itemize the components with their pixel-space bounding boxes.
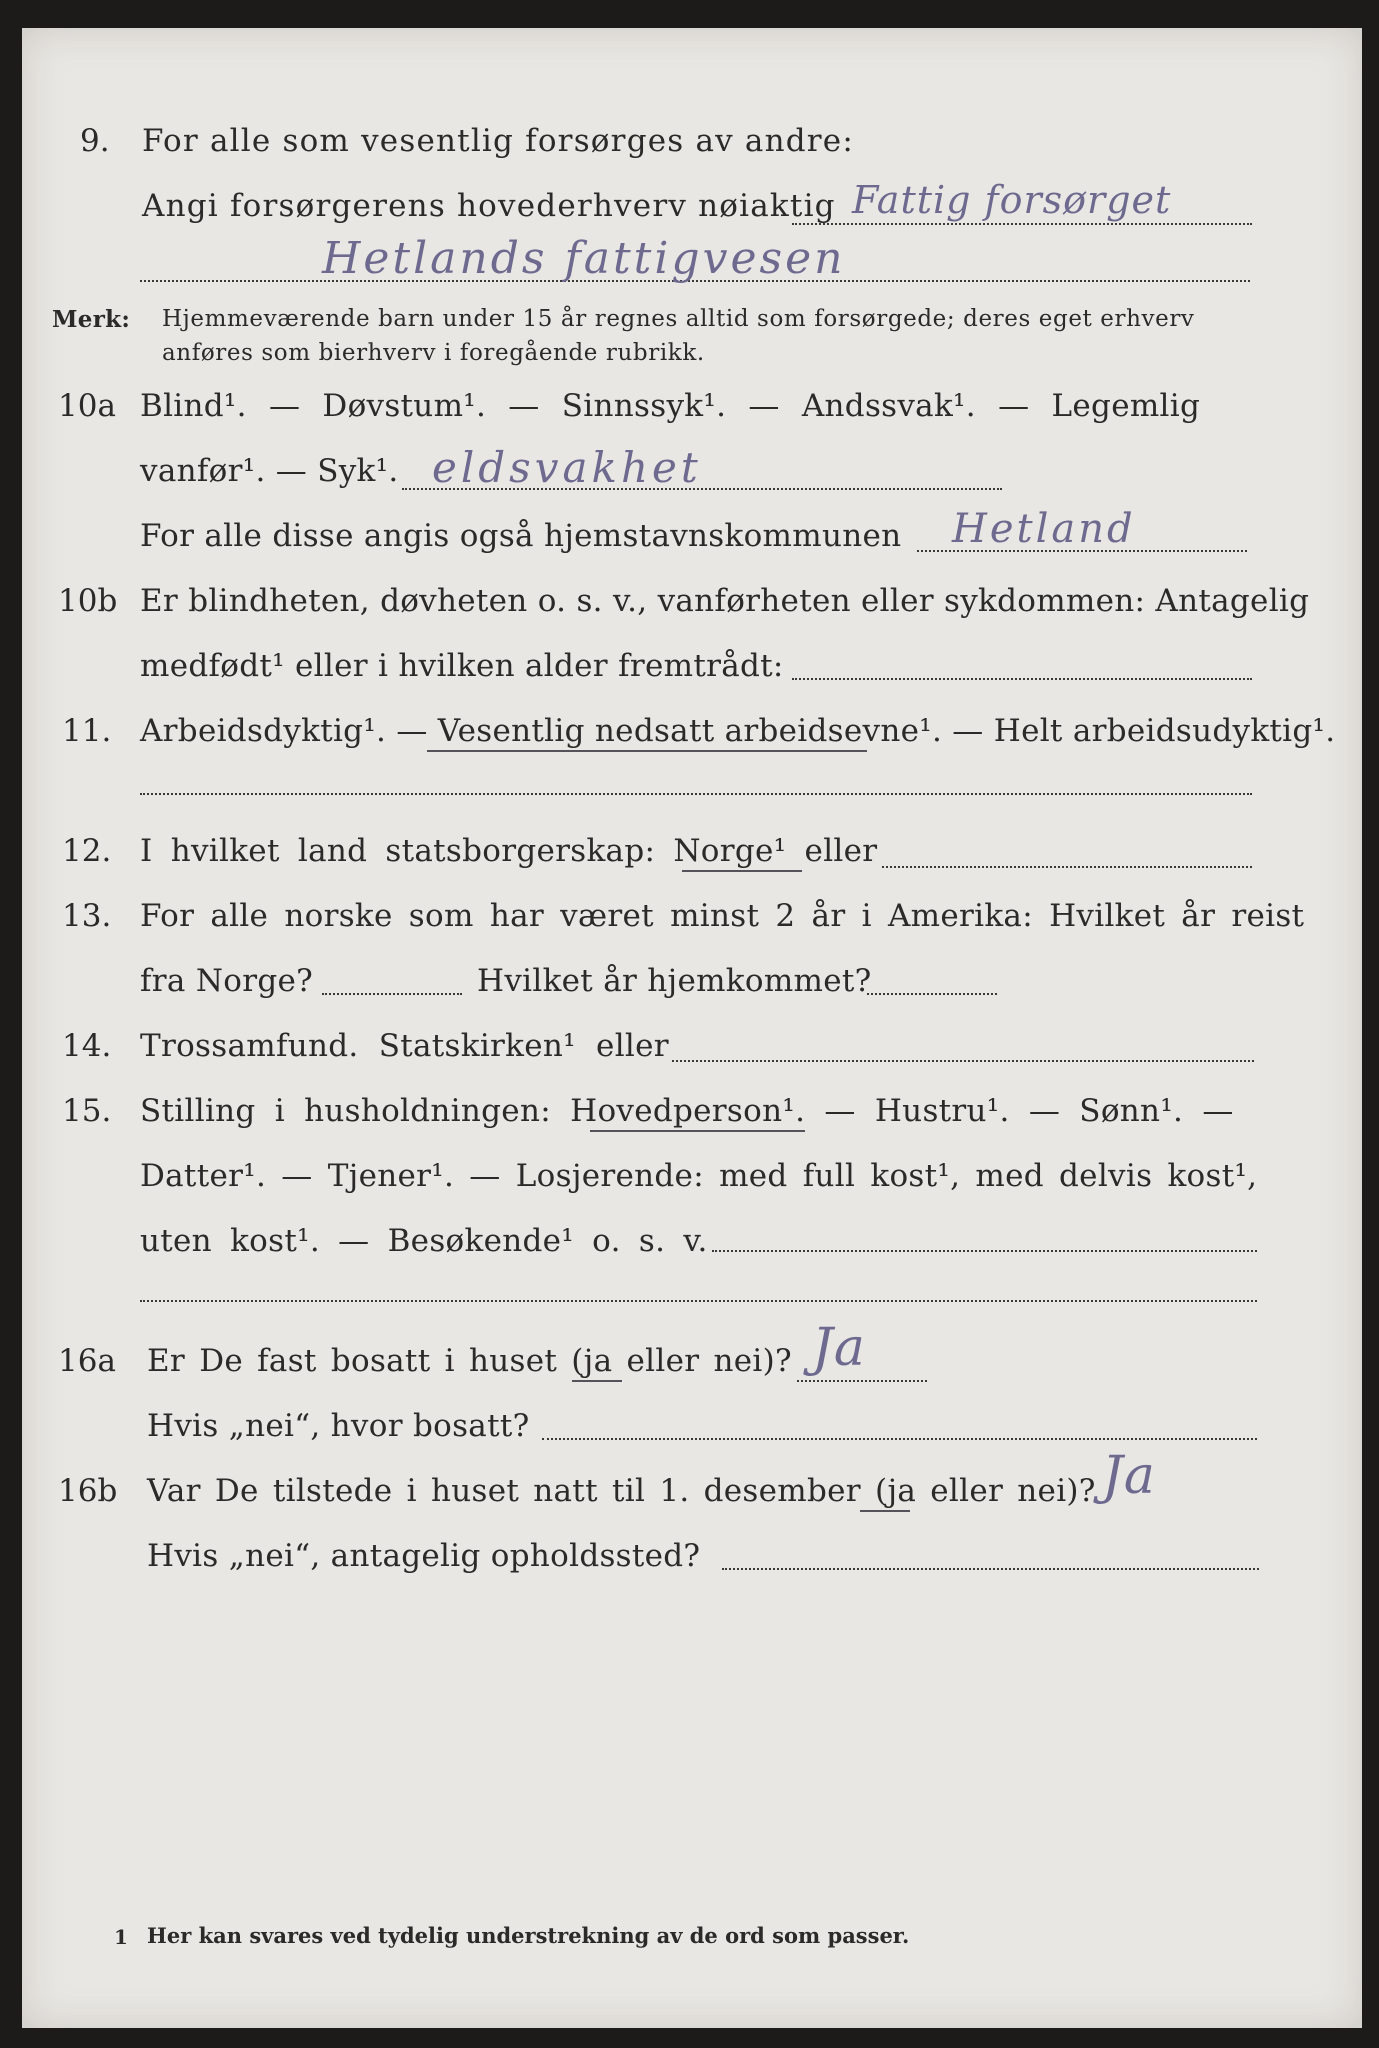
q9-handwritten-answer1: Fattig forsørget (852, 178, 1172, 222)
q13-line2b: Hvilket år hjemkommet? (477, 963, 872, 999)
q16a-handwritten-answer: Ja (812, 1318, 866, 1378)
q16b-handwritten-answer: Ja (1102, 1446, 1156, 1506)
q11-line1: Arbeidsdyktig¹. — Vesentlig nedsatt arbeidsevne¹. — Helt arbeidsudyktig¹. (140, 713, 1336, 749)
q10b-answer-line (792, 678, 1252, 680)
q9-handwritten-answer2: Hetlands fattigvesen (322, 233, 846, 284)
q14-answer-line (672, 1060, 1254, 1062)
q15-line3: uten kost¹. — Besøkende¹ o. s. v. (140, 1223, 708, 1259)
q16a-bosatt-answer-line (542, 1438, 1257, 1440)
q16a-line2: Hvis „nei“, hvor bosatt? (147, 1408, 530, 1444)
q16a-number: 16a (58, 1343, 116, 1379)
q16b-line2: Hvis „nei“, antagelig opholdssted? (147, 1538, 701, 1574)
q15-answer-line1 (712, 1250, 1257, 1252)
q12-line1: I hvilket land statsborgerskap: Norge¹ eller (140, 833, 878, 869)
q10a-handwritten-syk: eldsvakhet (432, 443, 702, 492)
q15-underline-hovedperson (590, 1130, 805, 1132)
q16a-answer-line (797, 1380, 927, 1382)
merk-line1: Hjemmeværende barn under 15 år regnes alltid som forsørgede; deres eget erhverv (162, 306, 1195, 332)
q10a-line3: For alle disse angis også hjemstavnskommunen (140, 518, 902, 554)
q16b-number: 16b (58, 1473, 118, 1509)
q13-line2a: fra Norge? (140, 963, 314, 999)
q16a-underline-ja (572, 1380, 622, 1382)
q9-line2: Angi forsørgerens hovederhverv nøiaktig (142, 188, 836, 224)
q16b-opholdssted-answer-line (722, 1568, 1259, 1570)
q14-number: 14. (62, 1028, 112, 1064)
q16b-underline-ja (860, 1510, 910, 1512)
census-form-page (22, 28, 1362, 2028)
q14-line1: Trossamfund. Statskirken¹ eller (140, 1028, 669, 1064)
q10b-line2: medfødt¹ eller i hvilken alder fremtrådt: (140, 648, 784, 684)
q10a-line1: Blind¹. — Døvstum¹. — Sinnssyk¹. — Andssvak¹. — Legemlig (140, 388, 1201, 424)
footnote-mark: 1 (114, 1925, 128, 1949)
q9-answer-line1 (792, 223, 1252, 225)
q9-line1: For alle som vesentlig forsørges av andre: (142, 123, 854, 159)
q13-number: 13. (62, 898, 112, 934)
q15-line2: Datter¹. — Tjener¹. — Losjerende: med full kost¹, med delvis kost¹, (140, 1158, 1258, 1194)
q16b-line1: Var De tilstede i huset natt til 1. desember (ja eller nei)? (147, 1473, 1096, 1509)
merk-line2: anføres som bierhverv i foregående rubrikk. (162, 340, 705, 366)
q11-underline-vesentlig (427, 750, 867, 752)
q15-number: 15. (62, 1093, 112, 1129)
q10a-line2: vanfør¹. — Syk¹. (140, 453, 399, 489)
q11-number: 11. (62, 713, 112, 749)
q12-number: 12. (62, 833, 112, 869)
q10b-number: 10b (58, 583, 118, 619)
q11-answer-line (140, 793, 1252, 795)
q15-answer-line2 (140, 1300, 1257, 1302)
q10a-number: 10a (58, 388, 116, 424)
merk-label: Merk: (52, 306, 131, 333)
q13-reist-answer-line (322, 993, 462, 995)
q9-number: 9. (80, 123, 110, 159)
q16a-line1: Er De fast bosatt i huset (ja eller nei)? (147, 1343, 792, 1379)
q13-hjemkommet-answer-line (867, 993, 997, 995)
q10b-line1: Er blindheten, døvheten o. s. v., vanførheten eller sykdommen: Antagelig (140, 583, 1310, 619)
q15-line1: Stilling i husholdningen: Hovedperson¹. — Hustru¹. — Sønn¹. — (140, 1093, 1234, 1129)
q12-underline-norge (682, 870, 802, 872)
q13-line1: For alle norske som har været minst 2 år i Amerika: Hvilket år reist (140, 898, 1305, 934)
q10a-handwritten-kommune: Hetland (952, 506, 1136, 552)
q12-answer-line (882, 866, 1252, 868)
footnote-text: Her kan svares ved tydelig understrekning av de ord som passer. (147, 1923, 910, 1948)
